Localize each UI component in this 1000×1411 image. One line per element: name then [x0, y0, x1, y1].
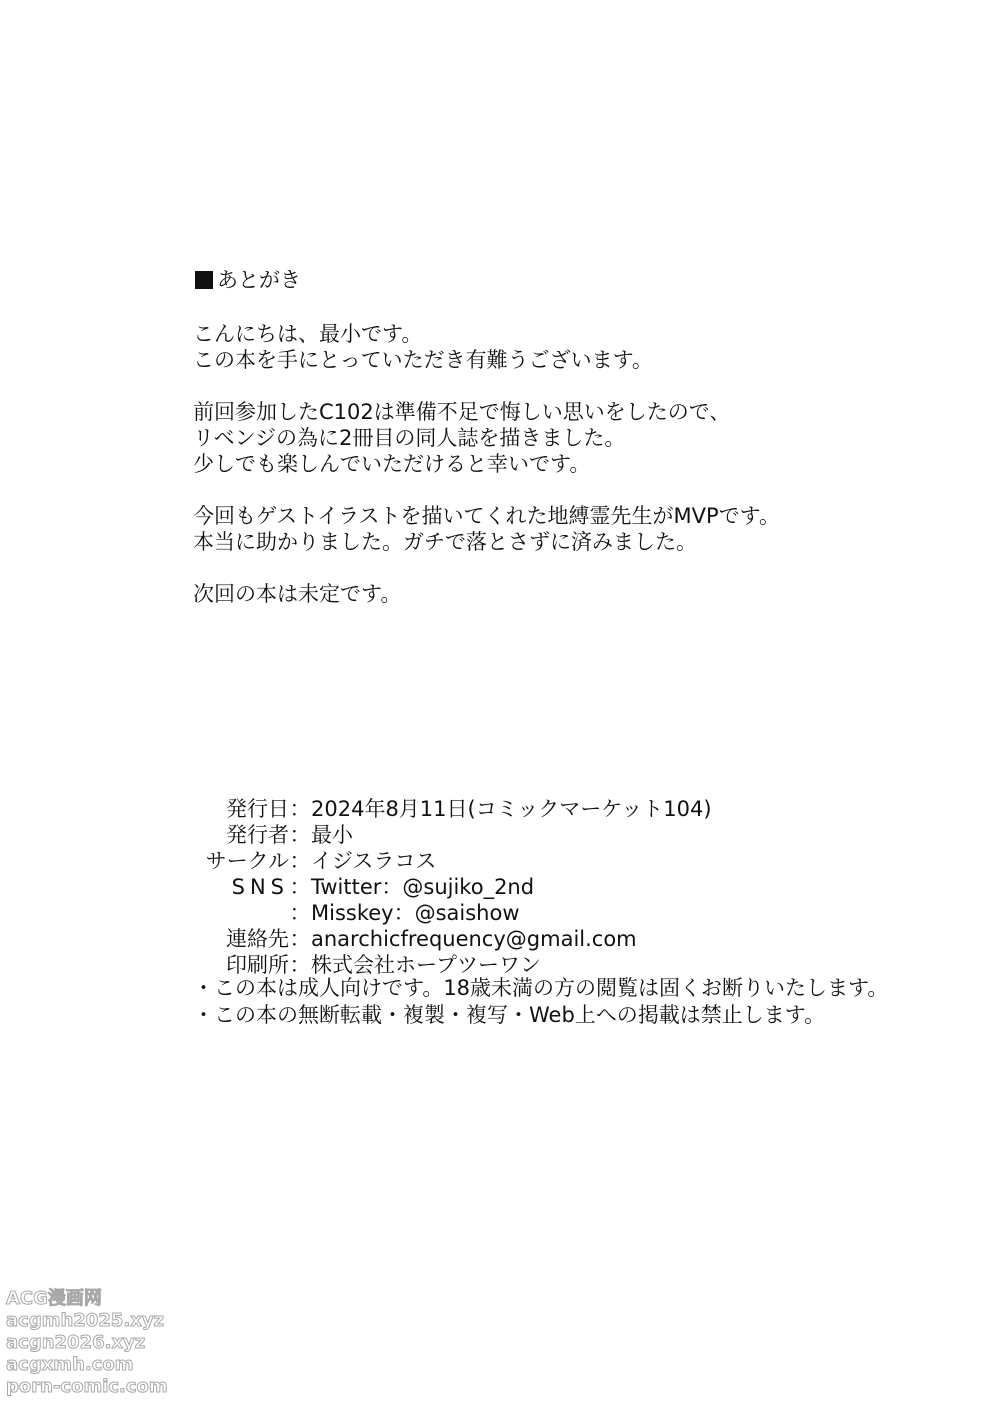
notice-adult: ・この本は成人向けです。18歳未満の方の閲覧は固くお断りいたします。 — [193, 976, 889, 1000]
notice-copyright: ・この本の無断転載・複製・複写・Web上への掲載は禁止します。 — [193, 1003, 826, 1027]
colophon-label — [193, 900, 289, 926]
colophon-value: Twitter：@sujiko_2nd — [311, 875, 535, 899]
afterword-line: 次回の本は未定です。 — [193, 582, 402, 606]
afterword-paragraph-greeting — [193, 321, 933, 373]
colophon-label: 連絡先 — [226, 927, 289, 951]
afterword-line: 少しでも楽しんでいただけると幸いです。 — [193, 452, 591, 476]
watermark-line: ACG漫画网 — [6, 1288, 102, 1309]
colophon-colon: ： — [289, 849, 311, 873]
watermark-line: acgn2026.xyz — [6, 1332, 146, 1353]
colophon-label: 発行者 — [226, 823, 289, 847]
afterword-line: こんにちは、最小です。 — [193, 322, 423, 346]
afterword-heading — [193, 267, 933, 293]
colophon-value: 株式会社ホープツーワン — [311, 953, 541, 977]
afterword-paragraph-next — [193, 581, 933, 607]
colophon-label: サークル — [205, 849, 289, 873]
afterword-paragraph-revenge — [193, 399, 933, 477]
colophon-colon: ： — [289, 953, 311, 977]
colophon-label: 発行日 — [226, 797, 289, 821]
colophon-row-sns — [193, 874, 712, 900]
colophon-row-publisher — [193, 822, 712, 848]
colophon-colon: ： — [289, 797, 311, 821]
colophon-value: 最小 — [311, 823, 353, 847]
colophon-value: Misskey：@saishow — [311, 901, 520, 925]
colophon-row-misskey — [193, 900, 712, 926]
afterword-paragraph-thanks — [193, 503, 933, 555]
colophon-value: イジスラコス — [311, 849, 437, 873]
colophon — [193, 796, 712, 978]
colophon-colon: ： — [289, 901, 311, 925]
colophon-value: 2024年8月11日(コミックマーケット104) — [311, 797, 712, 821]
watermark-line: acgmh2025.xyz — [6, 1310, 165, 1331]
afterword-section — [193, 267, 933, 633]
watermark-line: acgxmh.com — [6, 1354, 134, 1375]
afterword-line: 前回参加したC102は準備不足で悔しい思いをしたので、 — [193, 400, 731, 424]
watermark — [6, 1288, 168, 1398]
afterword-line: 本当に助かりました。ガチで落とさずに済みました。 — [193, 530, 697, 554]
colophon-colon: ： — [289, 875, 311, 899]
afterword-title: あとがき — [217, 268, 301, 292]
colophon-row-date — [193, 796, 712, 822]
colophon-row-circle — [193, 848, 712, 874]
colophon-value: anarchicfrequency@gmail.com — [311, 927, 637, 951]
colophon-colon: ： — [289, 823, 311, 847]
colophon-row-contact — [193, 926, 712, 952]
afterword-line: リベンジの為に2冊目の同人誌を描きました。 — [193, 426, 626, 450]
black-square-icon — [195, 271, 213, 289]
watermark-line: porn-comic.com — [6, 1376, 168, 1397]
afterword-line: 今回もゲストイラストを描いてくれた地縛霊先生がMVPです。 — [193, 504, 780, 528]
afterword-line: この本を手にとっていただき有難うございます。 — [193, 348, 653, 372]
notices — [193, 975, 888, 1029]
colophon-colon: ： — [289, 927, 311, 951]
colophon-label: 印刷所 — [226, 953, 289, 977]
colophon-label: SNS — [231, 875, 289, 899]
